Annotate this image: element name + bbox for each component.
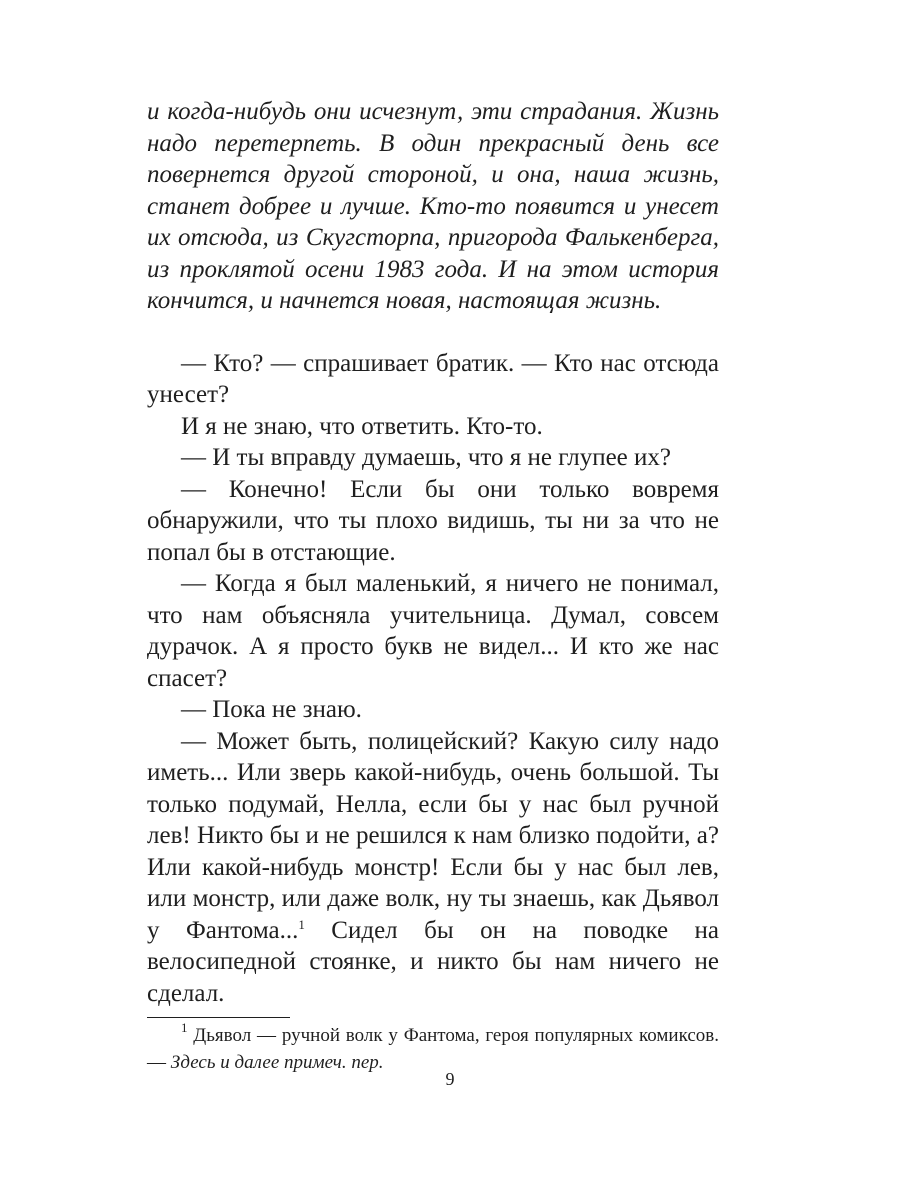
footnote-marker: 1 (181, 1020, 188, 1035)
footnote-text: Дьявол — ручной волк у Фантома, героя популярных комиксов. — (147, 1025, 719, 1073)
dialog-text-after-note: Сидел бы он на поводке на велосипедной стоянке, и никто бы нам ничего не сделал. (147, 916, 720, 1007)
page-number: 9 (445, 1069, 455, 1089)
dialog-line: — Когда я был маленький, я ничего не понимал, что нам объясняла учительница. Думал, совсем дурачок. А я просто букв не видел... И кто же нас спасет? (147, 570, 719, 692)
footnote-reference: 1 (298, 916, 305, 932)
footnote-italic-note: Здесь и далее примеч. пер. (170, 1052, 384, 1073)
dialog-line: — Кто? — спрашивает братик. — Кто нас отсюда унесет? (147, 349, 719, 408)
dialog-line: — Пока не знаю. (181, 696, 362, 723)
dialog-line: И я не знаю, что ответить. Кто-то. (181, 412, 543, 440)
dialog-text-before-note: — Может быть, полицейский? Какую силу надо иметь... Или зверь какой-нибудь, очень большой. Ты только подумай, Нелла, если бы у нас был ручной лев! Никто бы и не решился к нам близко подойти, а? Или какой-нибудь монстр! Если бы у нас был лев, или монстр, или даже волк, ну ты знаешь, как Дьявол у Фантома... (147, 727, 719, 944)
footnote-divider (147, 1017, 290, 1018)
page-text-block (147, 96, 719, 1076)
intro-paragraph: и когда-нибудь они исчезнут, эти страдания. Жизнь надо перетерпеть. В один прекрасный день все повернется другой стороной, и она, наша жизнь, станет добрее и лучше. Кто-то появится и унесет их отсюда, из Скугсторпа, пригорода Фалькенберга, из проклятой осени 1983 года. И на этом история кончится, и начнется новая, настоящая жизнь. (147, 98, 719, 314)
dialog-line: — И ты вправду думаешь, что я не глупее их? (181, 444, 671, 471)
dialog-line-with-footnote (147, 726, 719, 1010)
dialog-line: — Конечно! Если бы они только вовремя обнаружили, что ты плохо видишь, ты ни за что не попал бы в отстающие. (147, 475, 719, 566)
